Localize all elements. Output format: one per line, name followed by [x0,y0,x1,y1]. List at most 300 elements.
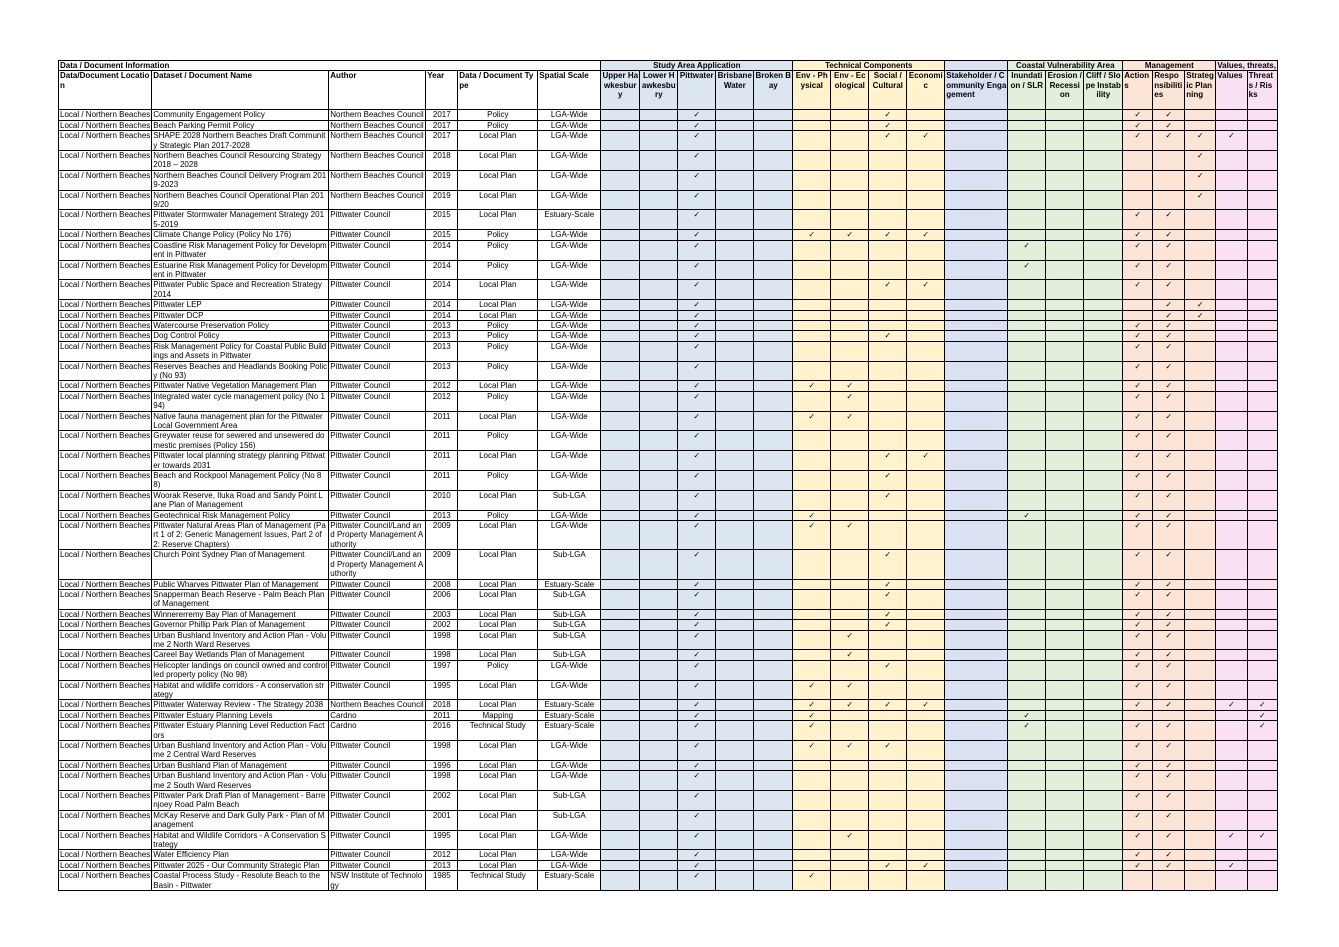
tick-cell [907,771,945,791]
tick-cell [1153,810,1185,830]
tick-cell [1084,210,1123,230]
type-cell: Local Plan [458,280,538,300]
table-row [59,620,1278,630]
location-cell: Local / Northern Beaches [59,741,152,761]
tick-cell [1153,771,1185,791]
tick-cell [1123,280,1153,300]
tick-cell [1084,451,1123,471]
tick-cell [907,151,945,171]
tick-cell [793,510,831,520]
tick-cell [1185,741,1216,761]
column-header-cell: Broken Bay [754,71,793,110]
type-cell: Local Plan [458,411,538,431]
tick-cell [1216,190,1247,210]
tick-cell [1216,650,1247,660]
tick-cell [640,700,678,710]
tick-cell [1008,310,1046,320]
author-cell: Pittwater Council [329,361,426,381]
tick-cell [793,630,831,650]
column-header-cell: Data/Document Location [59,71,152,110]
tick-cell [754,630,793,650]
tick-cell [601,741,640,761]
tick-cell [869,810,907,830]
tick-cell [945,871,1008,891]
tick-cell [640,680,678,700]
tick-cell [831,310,869,320]
type-cell: Local Plan [458,700,538,710]
tick-cell [831,280,869,300]
tick-cell [1046,310,1084,320]
column-header-cell: Social / Cultural [869,71,907,110]
year-cell: 2015 [426,230,458,240]
document-name-cell: Pittwater 2025 - Our Community Strategic Plan [152,860,329,870]
location-cell: Local / Northern Beaches [59,260,152,280]
tick-cell [640,471,678,491]
tick-cell [1153,850,1185,860]
tick-cell [793,110,831,120]
tick-cell [1008,300,1046,310]
tick-cell [601,151,640,171]
scale-cell: LGA-Wide [538,310,601,320]
tick-cell [945,240,1008,260]
scale-cell: LGA-Wide [538,391,601,411]
location-cell: Local / Northern Beaches [59,521,152,550]
document-name-cell: Pittwater Park Draft Plan of Management - Barrenjoey Road Palm Beach [152,791,329,811]
tick-cell [831,510,869,520]
location-cell: Local / Northern Beaches [59,151,152,171]
tick-cell [831,210,869,230]
check-mark-icon: ✓ [1196,300,1204,310]
check-mark-icon: ✓ [693,300,701,310]
check-mark-icon: ✓ [1196,190,1204,200]
scale-cell: Sub-LGA [538,620,601,630]
scale-cell: LGA-Wide [538,471,601,491]
check-mark-icon: ✓ [808,510,816,520]
check-mark-icon: ✓ [693,411,701,421]
tick-cell [754,381,793,391]
type-cell: Local Plan [458,760,538,770]
tick-cell [1123,381,1153,391]
check-mark-icon: ✓ [1134,230,1142,240]
check-mark-icon: ✓ [808,521,816,531]
check-mark-icon: ✓ [1165,110,1173,120]
tick-cell [907,170,945,190]
document-name-cell: Habitat and Wildlife Corridors - A Conservation Strategy [152,830,329,850]
tick-cell [945,620,1008,630]
tick-cell [793,260,831,280]
check-mark-icon: ✓ [1134,260,1142,270]
tick-cell [1216,381,1247,391]
check-mark-icon: ✓ [1165,550,1173,560]
tick-cell [1046,490,1084,510]
tick-cell [754,490,793,510]
tick-cell [754,791,793,811]
column-header-cell: Env - Physical [793,71,831,110]
tick-cell [1153,660,1185,680]
tick-cell [754,361,793,381]
tick-cell [1008,710,1046,720]
tick-cell [831,700,869,710]
year-cell: 2011 [426,411,458,431]
tick-cell [945,431,1008,451]
author-cell: Pittwater Council [329,741,426,761]
tick-cell [1008,110,1046,120]
check-mark-icon: ✓ [1134,660,1142,670]
tick-cell [1185,170,1216,190]
location-cell: Local / Northern Beaches [59,210,152,230]
location-cell: Local / Northern Beaches [60,230,151,240]
tick-cell [945,771,1008,791]
column-header-cell: Responsibilities [1153,71,1185,110]
check-mark-icon: ✓ [1165,331,1173,341]
tick-cell [1153,240,1185,260]
table-row [59,190,1278,210]
year-cell: 2014 [426,240,458,260]
tick-cell [907,680,945,700]
check-mark-icon: ✓ [1165,131,1173,141]
tick-cell [754,331,793,341]
type-cell: Local Plan [458,190,538,210]
table-row [59,771,1278,791]
check-mark-icon: ✓ [884,589,892,599]
tick-cell [1084,550,1123,579]
tick-cell [1185,280,1216,300]
author-cell: Northern Beaches Council [329,131,426,151]
location-cell: Local / Northern Beaches [59,280,152,300]
tick-cell [1185,760,1216,770]
check-mark-icon: ✓ [922,860,930,870]
tick-cell [640,550,678,579]
tick-cell [907,310,945,320]
tick-cell [1008,660,1046,680]
table-row [59,871,1278,891]
tick-cell [1046,341,1084,361]
column-header-cell: Cliff / Slope Instability [1084,71,1123,110]
tick-cell [945,810,1008,830]
author-cell: Pittwater Council [329,341,426,361]
table-row [59,680,1278,700]
tick-cell [831,170,869,190]
scale-cell: Sub-LGA [538,550,601,579]
type-cell: Policy [458,391,538,411]
tick-cell [793,871,831,891]
tick-cell [1216,579,1247,589]
tick-cell [601,391,640,411]
scale-cell: LGA-Wide [538,300,601,310]
tick-cell [754,120,793,130]
tick-cell [907,760,945,770]
check-mark-icon: ✓ [1165,490,1173,500]
tick-cell [1153,431,1185,451]
check-mark-icon: ✓ [693,190,701,200]
tick-cell [869,210,907,230]
tick-cell [907,871,945,891]
tick-cell [1084,490,1123,510]
check-mark-icon: ✓ [693,151,701,161]
check-mark-icon: ✓ [1134,341,1142,351]
tick-cell [1084,170,1123,190]
document-name-cell: Coastal Process Study - Resolute Beach to the Basin - Pittwater [152,871,329,891]
check-mark-icon: ✓ [693,260,701,270]
tick-cell [831,411,869,431]
tick-cell [601,110,640,120]
check-mark-icon: ✓ [1165,210,1173,220]
document-name-cell: Northern Beaches Council Operational Plan 2019/20 [152,190,329,210]
column-header-cell: Brisbane Water [716,71,754,110]
type-cell: Local Plan [458,680,538,700]
tick-cell [678,331,716,341]
tick-cell [1247,490,1277,510]
tick-cell [1046,381,1084,391]
tick-cell [1123,771,1153,791]
tick-cell [1084,830,1123,850]
type-cell: Local Plan [458,771,538,791]
tick-cell [716,381,754,391]
type-cell: Local Plan [458,860,538,870]
tick-cell [1046,170,1084,190]
tick-cell [601,310,640,320]
tick-cell [907,240,945,260]
tick-cell [640,230,678,240]
tick-cell [793,660,831,680]
tick-cell [869,871,907,891]
check-mark-icon: ✓ [1165,791,1173,801]
check-mark-icon: ✓ [1134,391,1142,401]
tick-cell [678,850,716,860]
tick-cell [601,510,640,520]
author-cell: Pittwater Council [329,431,426,451]
tick-cell [1153,451,1185,471]
tick-cell [831,650,869,660]
tick-cell [1084,331,1123,341]
tick-cell [945,521,1008,550]
tick-cell [1153,110,1185,120]
column-header-cell: Strategic Planning [1185,71,1216,110]
group-header-cell: Values, threats, [1217,61,1276,70]
check-mark-icon: ✓ [1134,850,1142,860]
tick-cell [831,589,869,609]
tick-cell [869,771,907,791]
tick-cell [601,280,640,300]
tick-cell [678,700,716,710]
tick-cell [754,680,793,700]
year-cell: 2018 [426,151,458,171]
document-name-cell: Urban Bushland Inventory and Action Plan - Volume 2 South Ward Reserves [152,771,329,791]
tick-cell [945,110,1008,120]
scale-cell: Estuary-Scale [538,721,601,741]
tick-cell [793,131,831,151]
table-row [59,341,1278,361]
check-mark-icon: ✓ [1165,320,1173,330]
tick-cell [716,310,754,320]
table-row [59,810,1278,830]
tick-cell [678,280,716,300]
tick-cell [601,850,640,860]
check-mark-icon: ✓ [693,391,701,401]
tick-cell [1123,871,1153,891]
location-cell: Local / Northern Beaches [59,131,152,151]
tick-cell [1084,771,1123,791]
type-cell: Local Plan [458,579,538,589]
tick-cell [1046,830,1084,850]
author-cell: Pittwater Council [329,280,426,300]
tick-cell [754,710,793,720]
tick-cell [1185,391,1216,411]
location-cell: Local / Northern Beaches [60,381,151,391]
check-mark-icon: ✓ [1165,431,1173,441]
tick-cell [869,550,907,579]
tick-cell [754,260,793,280]
tick-cell [716,300,754,310]
column-header-cell: Spatial Scale [538,71,601,110]
tick-cell [1185,830,1216,850]
table-row [59,510,1278,520]
tick-cell [1153,830,1185,850]
table-row [59,521,1278,550]
year-cell: 2012 [426,391,458,411]
tick-cell [640,260,678,280]
tick-cell [1046,589,1084,609]
check-mark-icon: ✓ [1196,131,1204,141]
tick-cell [1216,320,1247,330]
location-cell: Local / Northern Beaches [60,620,151,630]
tick-cell [1084,630,1123,650]
author-cell: Pittwater Council [329,771,426,791]
tick-cell [601,791,640,811]
check-mark-icon: ✓ [808,710,816,720]
tick-cell [716,361,754,381]
tick-cell [831,331,869,341]
tick-cell [793,451,831,471]
check-mark-icon: ✓ [1134,650,1142,660]
tick-cell [754,310,793,320]
tick-cell [1185,331,1216,341]
tick-cell [945,860,1008,870]
location-cell: Local / Northern Beaches [59,490,152,510]
tick-cell [1084,860,1123,870]
type-cell: Local Plan [458,300,538,310]
tick-cell [1008,871,1046,891]
check-mark-icon: ✓ [1258,721,1266,731]
column-header-cell: Lower Hawkesbury [640,71,678,110]
tick-cell [793,650,831,660]
tick-cell [640,710,678,720]
tick-cell [1216,300,1247,310]
column-header-cell: Stakeholder / Community Engagement [945,71,1008,110]
column-header-cell: Env - Ecological [831,71,869,110]
author-cell: Pittwater Council [329,680,426,700]
tick-cell [1185,451,1216,471]
tick-cell [831,240,869,260]
tick-cell [1008,381,1046,391]
column-header-cell: Erosion / Recession [1046,71,1084,110]
tick-cell [1046,660,1084,680]
tick-cell [1046,760,1084,770]
tick-cell [907,630,945,650]
document-name-cell: Beach and Rockpool Management Policy (No 88) [152,471,329,491]
tick-cell [831,550,869,579]
table-row [59,830,1278,850]
tick-cell [640,579,678,589]
table-row [59,280,1278,300]
tick-cell [1046,741,1084,761]
author-cell: Pittwater Council [329,320,426,330]
author-cell: Pittwater Council [329,810,426,830]
tick-cell [1123,471,1153,491]
tick-cell [1185,650,1216,660]
tick-cell [1008,521,1046,550]
tick-cell [1084,341,1123,361]
tick-cell [793,521,831,550]
tick-cell [945,609,1008,619]
author-cell: Pittwater Council [329,451,426,471]
tick-cell [869,260,907,280]
tick-cell [754,771,793,791]
check-mark-icon: ✓ [1258,700,1266,710]
tick-cell [907,620,945,630]
location-cell: Local / Northern Beaches [60,710,151,720]
location-cell: Local / Northern Beaches [60,310,151,320]
tick-cell [831,660,869,680]
location-cell: Local / Northern Beaches [59,589,152,609]
tick-cell [1084,871,1123,891]
check-mark-icon: ✓ [1134,240,1142,250]
tick-cell [640,151,678,171]
check-mark-icon: ✓ [884,609,892,619]
location-cell: Local / Northern Beaches [59,771,152,791]
tick-cell [1153,680,1185,700]
tick-cell [1185,510,1216,520]
author-cell: Pittwater Council [329,760,426,770]
tick-cell [945,131,1008,151]
tick-cell [1247,280,1277,300]
tick-cell [793,490,831,510]
tick-cell [793,771,831,791]
tick-cell [678,771,716,791]
check-mark-icon: ✓ [693,331,701,341]
tick-cell [1123,609,1153,619]
check-mark-icon: ✓ [693,741,701,750]
tick-cell [831,451,869,471]
tick-cell [869,830,907,850]
tick-cell [716,830,754,850]
year-cell: 2013 [426,320,458,330]
tick-cell [831,381,869,391]
document-name-cell: Winnererremy Bay Plan of Management [152,609,329,619]
check-mark-icon: ✓ [1165,860,1173,870]
year-cell: 2009 [426,521,458,550]
check-mark-icon: ✓ [1134,280,1142,290]
check-mark-icon: ✓ [1196,170,1204,180]
check-mark-icon: ✓ [1228,830,1235,840]
tick-cell [601,550,640,579]
location-cell: Local / Northern Beaches [60,850,151,860]
tick-cell [1247,810,1277,830]
tick-cell [716,170,754,190]
tick-cell [1153,411,1185,431]
check-mark-icon: ✓ [808,411,816,421]
tick-cell [869,510,907,520]
type-cell: Local Plan [458,151,538,171]
tick-cell [793,550,831,579]
tick-cell [640,791,678,811]
type-cell: Local Plan [458,170,538,190]
tick-cell [1046,190,1084,210]
tick-cell [601,320,640,330]
tick-cell [1153,579,1185,589]
tick-cell [869,361,907,381]
author-cell: Pittwater Council [329,830,426,850]
